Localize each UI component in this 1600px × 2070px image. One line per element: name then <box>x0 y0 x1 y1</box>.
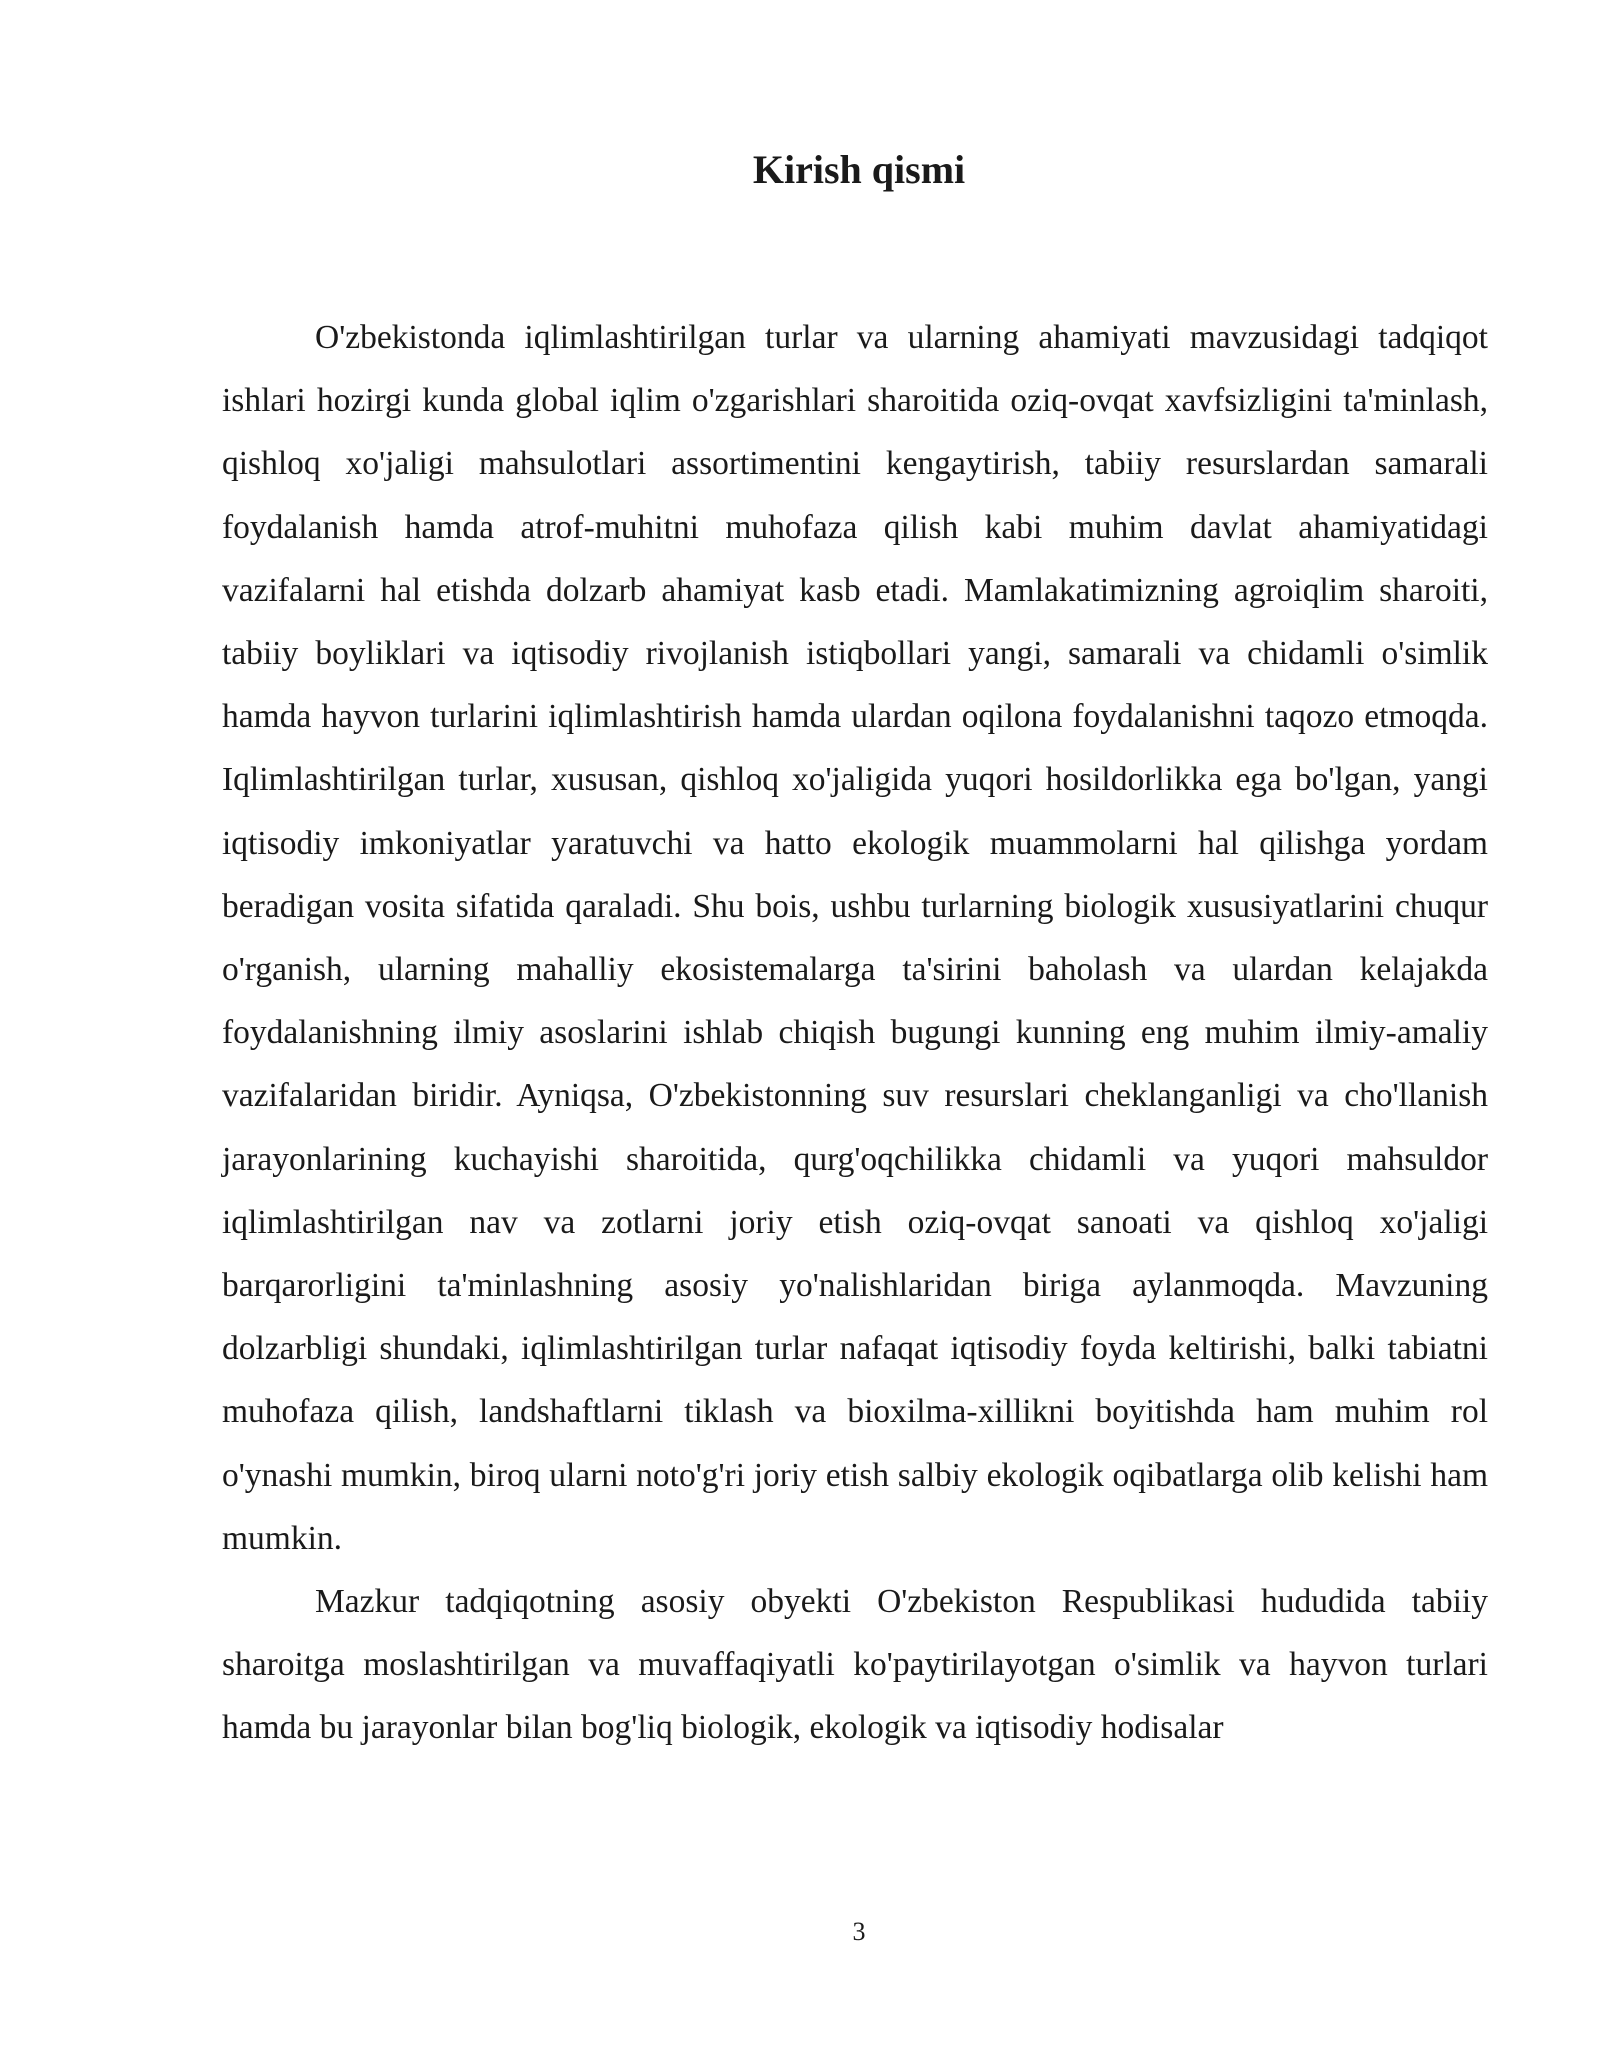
paragraph-1: O'zbekistonda iqlimlashtirilgan turlar va ularning ahamiyati mavzusidagi tadqiqot ishlari hozirgi kunda global iqlim o'zgarishlari sharoitida oziq-ovqat xavfsizligini ta'minlash, qishloq xo'jaligi mahsulotlari assortimentini kengaytirish, tabiiy resurslardan samarali foydalanish hamda atrof-muhitni muhofaza qilish kabi muhim davlat ahamiyatidagi vazifalarni hal etishda dolzarb ahamiyat kasb etadi. Mamlakatimizning agroiqlim sharoiti, tabiiy boyliklari va iqtisodiy rivojlanish istiqbollari yangi, samarali va chidamli o'simlik hamda hayvon turlarini iqlimlashtirish hamda ulardan oqilona foydalanishni taqozo etmoqda. Iqlimlashtirilgan turlar, xususan, qishloq xo'jaligida yuqori hosildorlikka ega bo'lgan, yangi iqtisodiy imkoniyatlar yaratuvchi va hatto ekologik muammolarni hal qilishga yordam beradigan vosita sifatida qaraladi. Shu bois, ushbu turlarning biologik xususiyatlarini chuqur o'rganish, ularning mahalliy ekosistemalarga ta'sirini baholash va ulardan kelajakda foydalanishning ilmiy asoslarini ishlab chiqish bugungi kunning eng muhim ilmiy-amaliy vazifalaridan biridir. Ayniqsa, O'zbekistonning suv resurslari cheklanganligi va cho'llanish jarayonlarining kuchayishi sharoitida, qurg'oqchilikka chidamli va yuqori mahsuldor iqlimlashtirilgan nav va zotlarni joriy etish oziq-ovqat sanoati va qishloq xo'jaligi barqarorligini ta'minlashning asosiy yo'nalishlaridan biriga aylanmoqda. Mavzuning dolzarbligi shundaki, iqlimlashtirilgan turlar nafaqat iqtisodiy foyda keltirishi, balki tabiatni muhofaza qilish, landshaftlarni tiklash va bioxilma-xillikni boyitishda ham muhim rol o'ynashi mumkin, biroq ularni noto'g'ri joriy etish salbiy ekologik oqibatlarga olib kelishi ham mumkin. <box>222 319 1488 1557</box>
paragraph-2: Mazkur tadqiqotning asosiy obyekti O'zbekiston Respublikasi hududida tabiiy sharoitga moslashtirilgan va muvaffaqiyatli ko'paytirilayotgan o'simlik va hayvon turlari hamda bu jarayonlar bilan bog'liq biologik, ekologik va iqtisodiy hodisalar <box>222 1583 1488 1747</box>
page-title: Kirish qismi <box>752 147 966 192</box>
body-text <box>222 306 1488 1760</box>
page-number: 3 <box>852 1917 866 1946</box>
